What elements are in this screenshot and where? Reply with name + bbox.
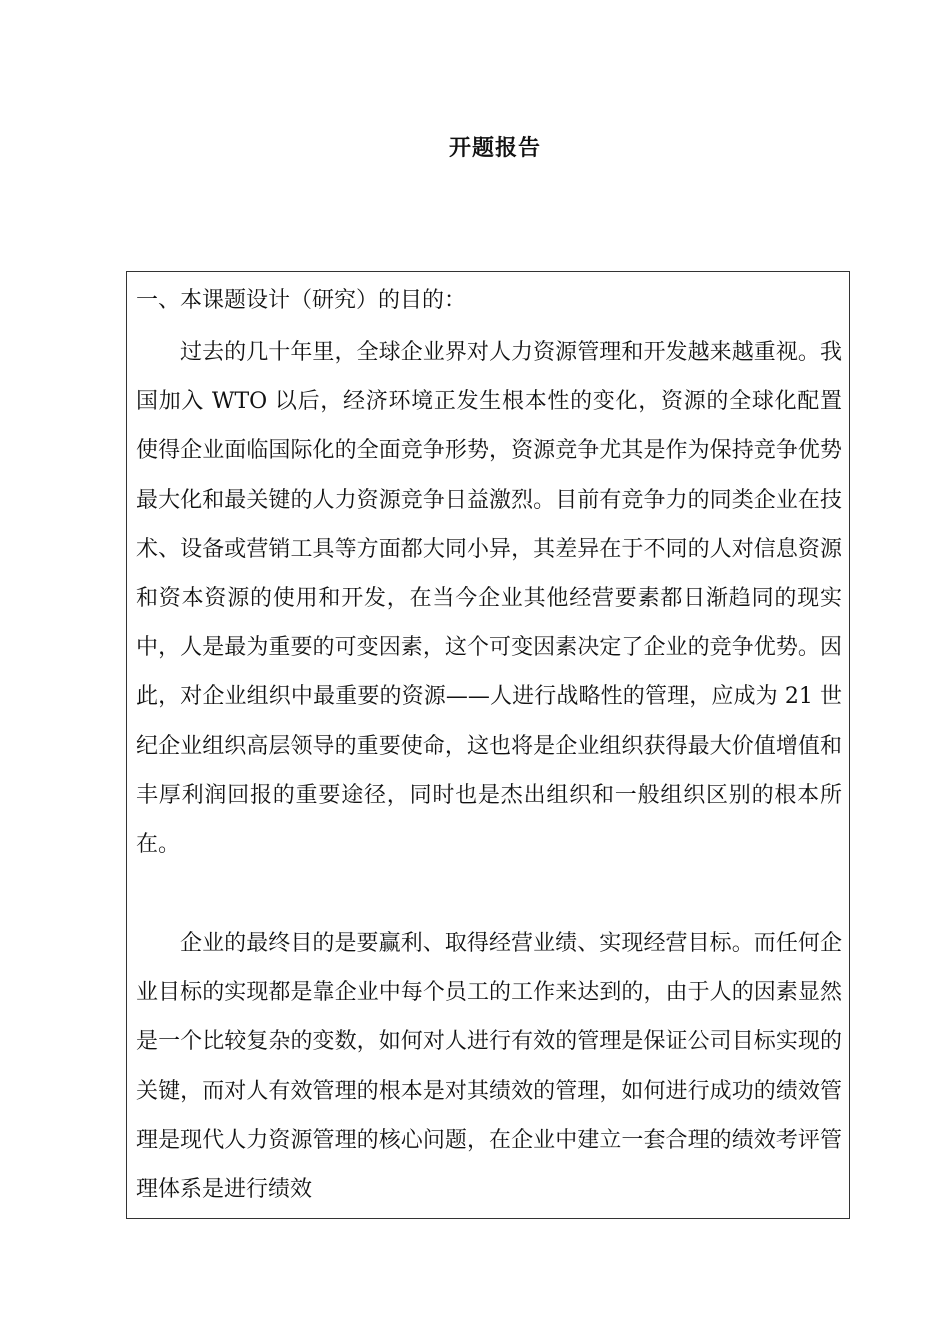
page-title: 开题报告 [448, 136, 541, 161]
body-paragraph-2: 企业的最终目的是要赢利、取得经营业绩、实现经营目标。而任何企业目标的实现都是靠企业中每个员工的工作来达到的，由于人的因素显然是一个比较复杂的变数，如何对人进行有效的管理是保证公司目标实现的关键，而对人有效管理的根本是对其绩效的管理，如何进行成功的绩效管理是现代人力资源管理的核心问题，在企业中建立一套合理的绩效考评管理体系是进行绩效 [136, 931, 842, 1203]
report-section-box [126, 271, 850, 1219]
body-paragraph-1: 过去的几十年里，全球企业界对人力资源管理和开发越来越重视。我国加入 WTO 以后，经济环境正发生根本性的变化，资源的全球化配置使得企业面临国际化的全面竞争形势，资源竞争尤其是作为保持竞争优势最大化和最关键的人力资源竞争日益激烈。目前有竞争力的同类企业在技术、设备或营销工具等方面都大同小异，其差异在于不同的人对信息资源和资本资源的使用和开发，在当今企业其他经营要素都日渐趋同的现实中，人是最为重要的可变因素，这个可变因素决定了企业的竞争优势。因此，对企业组织中最重要的资源——人进行战略性的管理，应成为 21 世纪企业组织高层领导的重要使命，这也将是企业组织获得最大价值增值和丰厚利润回报的重要途径，同时也是杰出组织和一般组织区别的根本所在。 [136, 340, 842, 858]
section-heading: 一、本课题设计（研究）的目的： [136, 288, 467, 313]
